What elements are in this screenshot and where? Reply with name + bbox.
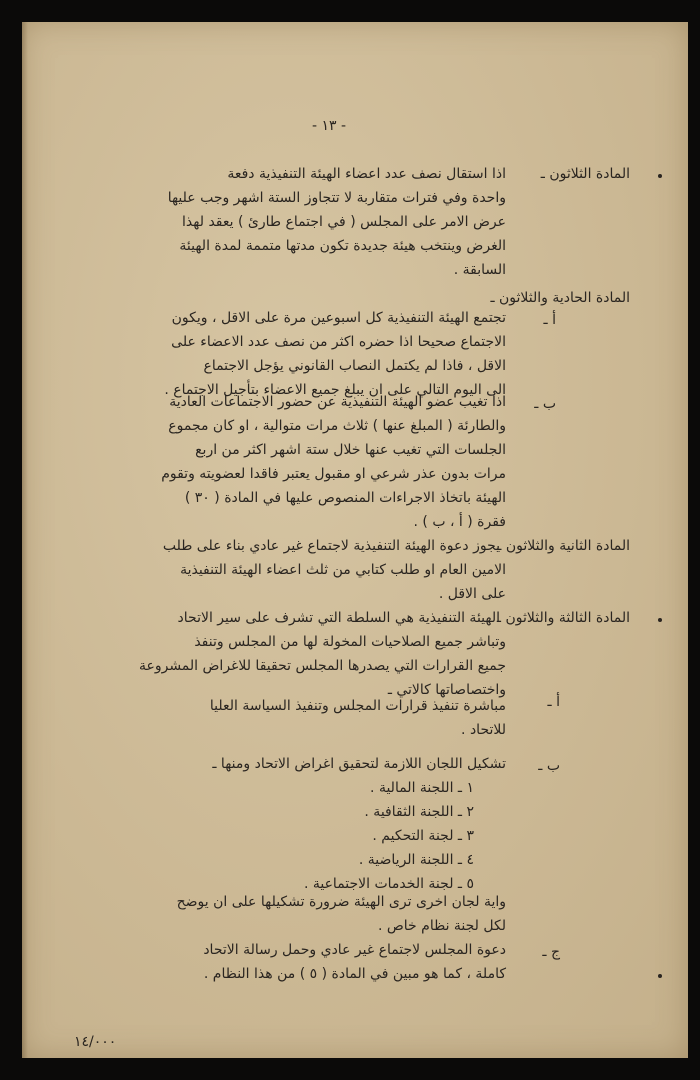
article-30-line-1: اذا استقال نصف عدد اعضاء الهيئة التنفيذية دفعة	[227, 166, 506, 182]
article-33-line-1: الهيئة التنفيذية هي السلطة التي تشرف على سير الاتحاد	[177, 610, 500, 626]
article-30-line-3: عرض الامر على المجلس ( في اجتماع طارئ ) يعقد لهذا	[182, 214, 506, 230]
article-31a-line-1: تجتمع الهيئة التنفيذية كل اسبوعين مرة على الاقل ، ويكون	[171, 310, 506, 326]
article-30-line-4: الغرض وينتخب هيئة جديدة تكون مدتها متممة لمدة الهيئة	[179, 238, 506, 254]
article-31b-line-2: والطارئة ( المبلغ عنها ) ثلاث مرات متوالية ، او كان مجموع	[168, 418, 506, 434]
page-edge-shadow	[22, 22, 28, 1058]
article-33a-line-2: للاتحاد .	[461, 722, 506, 738]
article-32-line-2: الامين العام او طلب كتابي من ثلث اعضاء الهيئة التنفيذية	[180, 562, 506, 578]
page-number: - ١٣ -	[312, 118, 347, 134]
article-30-line-5: السابقة .	[453, 262, 506, 278]
clause-c-marker: ج ـ	[542, 944, 560, 960]
article-32-heading: المادة الثانية والثلاثون ـ	[497, 538, 630, 554]
committee-item: ٢ ـ اللجنة الثقافية .	[364, 804, 474, 820]
article-33b-tail-1: واية لجان اخرى ترى الهيئة ضرورة تشكيلها على ان يوضح	[176, 894, 506, 910]
article-33-heading: المادة الثالثة والثلاثون ـ	[496, 610, 630, 626]
committee-item: ١ ـ اللجنة المالية .	[370, 780, 474, 796]
article-31-heading: المادة الحادية والثلاثون ـ	[490, 290, 630, 306]
clause-a-marker: أ ـ	[547, 694, 560, 710]
article-33c-line-1: دعوة المجلس لاجتماع غير عادي وحمل رسالة الاتحاد	[203, 942, 506, 958]
footer-code: ١٤/٠٠٠	[74, 1034, 117, 1050]
clause-a-marker: أ ـ	[543, 312, 556, 328]
article-33-line-2: وتباشر جميع الصلاحيات المخولة لها من المجلس وتنفذ	[194, 634, 506, 650]
article-31b-line-4: مرات بدون عذر شرعي او مقبول يعتبر فاقدا لعضويته وتقوم	[161, 466, 506, 482]
article-31b-line-3: الجلسات التي تغيب عنها خلال ستة اشهر اكثر من اربع	[195, 442, 506, 458]
article-33-line-4: واختصاصاتها كالاتي ـ	[387, 682, 506, 698]
article-33a-line-1: مباشرة تنفيذ قرارات المجلس وتنفيذ السياسة العليا	[209, 698, 506, 714]
article-31b-line-1: اذا تغيب عضو الهيئة التنفيذية عن حضور الاجتماعات العادية	[169, 394, 506, 410]
article-32-line-3: على الاقل .	[438, 586, 506, 602]
clause-b-marker: ب ـ	[538, 758, 560, 774]
article-31a-line-4: الى اليوم التالي على ان يبلغ جميع الاعضاء بتأجيل الاجتماع .	[164, 382, 506, 398]
article-33c-line-2: كاملة ، كما هو مبين في المادة ( ٥ ) من هذا النظام .	[203, 966, 506, 982]
bullet-mark	[658, 618, 662, 622]
article-33b-tail-2: لكل لجنة نظام خاص .	[377, 918, 506, 934]
article-32-line-1: يجوز دعوة الهيئة التنفيذية لاجتماع غير عادي بناء على طلب	[162, 538, 500, 554]
article-31a-line-2: الاجتماع صحيحا اذا حضره اكثر من نصف عدد الاعضاء على	[171, 334, 506, 350]
article-30-heading: المادة الثلاثون ـ	[540, 166, 630, 182]
article-31b-line-5: الهيئة باتخاذ الاجراءات المنصوص عليها في المادة ( ٣٠ )	[184, 490, 506, 506]
article-31a-line-3: الاقل ، فاذا لم يكتمل النصاب القانوني يؤجل الاجتماع	[203, 358, 506, 374]
article-33b-intro: تشكيل اللجان اللازمة لتحقيق اغراض الاتحاد ومنها ـ	[212, 756, 506, 772]
document-page	[22, 22, 688, 1058]
committee-item: ٤ ـ اللجنة الرياضية .	[358, 852, 474, 868]
clause-b-marker: ب ـ	[534, 396, 556, 412]
article-30-line-2: واحدة وفي فترات متقاربة لا تتجاوز الستة اشهر وجب عليها	[167, 190, 506, 206]
bullet-mark	[658, 974, 662, 978]
article-33-line-3: جميع القرارات التي يصدرها المجلس تحقيقا للاغراض المشروعة	[138, 658, 506, 674]
bullet-mark	[658, 174, 662, 178]
committee-item: ٥ ـ لجنة الخدمات الاجتماعية .	[303, 876, 474, 892]
article-31b-line-6: فقرة ( أ ، ب ) .	[413, 514, 506, 530]
committee-item: ٣ ـ لجنة التحكيم .	[372, 828, 474, 844]
